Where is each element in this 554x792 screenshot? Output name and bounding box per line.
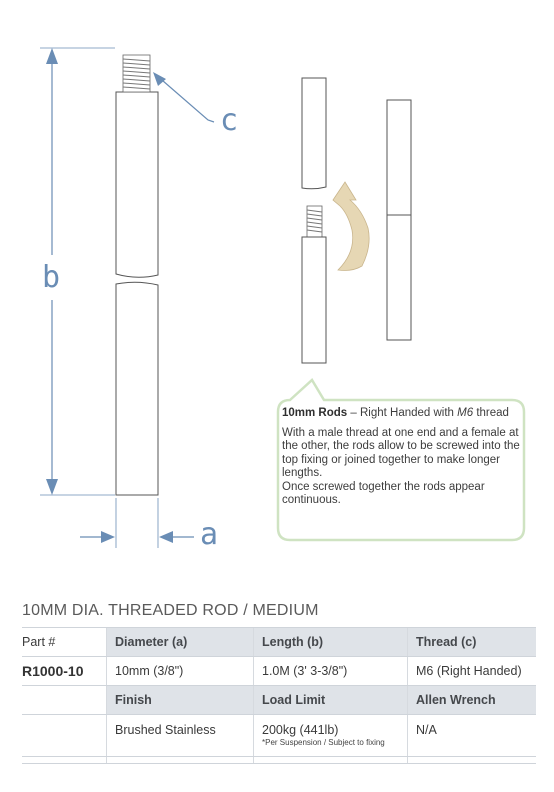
section-title: 10MM DIA. THREADED ROD / MEDIUM — [22, 602, 319, 619]
callout-title — [282, 407, 520, 421]
table-bottom-rule — [22, 756, 536, 757]
header-thread: Thread (c) — [408, 628, 537, 657]
rod-main — [116, 92, 158, 495]
finish-value: Brushed Stainless — [107, 715, 254, 764]
load-limit-value: 200kg (441lb) — [262, 723, 339, 737]
header-part: Part # — [22, 628, 107, 657]
dimension-a-label: a — [200, 517, 219, 552]
diameter-value: 10mm (3/8") — [107, 657, 254, 686]
dimension-a — [80, 498, 194, 548]
load-limit-note: *Per Suspension / Subject to fixing — [262, 738, 385, 747]
allen-wrench-value: N/A — [408, 715, 537, 764]
length-value: 1.0M (3' 3-3/8") — [254, 657, 408, 686]
rod-upper-segment — [302, 78, 326, 189]
thread-value: M6 (Right Handed) — [408, 657, 537, 686]
header-length: Length (b) — [254, 628, 408, 657]
callout-title-tail: thread — [473, 407, 509, 419]
callout-text — [282, 407, 520, 508]
callout-paragraph-2: Once screwed together the rods appear continuous. — [282, 480, 485, 506]
part-number-value: R1000-10 — [22, 663, 84, 679]
header-finish: Finish — [107, 686, 254, 715]
callout-title-thread: M6 — [457, 407, 474, 419]
rod-lower-segment — [302, 206, 326, 363]
table-row — [22, 657, 536, 686]
dimension-c — [153, 72, 214, 122]
table-header-row-2 — [22, 686, 536, 715]
header-load-limit: Load Limit — [254, 686, 408, 715]
header-allen-wrench: Allen Wrench — [408, 686, 537, 715]
part-number — [22, 657, 107, 686]
callout-title-bold: 10mm Rods — [282, 407, 348, 419]
callout-title-sep: – Right Handed with — [347, 407, 458, 419]
header-empty — [22, 686, 107, 715]
rod-joined — [387, 100, 411, 340]
dimension-b-label: b — [42, 260, 61, 295]
table-header-row — [22, 628, 536, 657]
twist-arrow-icon — [333, 182, 369, 271]
callout-paragraph-1: With a male thread at one end and a female at the other, the rods allow to be screwed into the top fixing or joined together to make longer lengths. — [282, 426, 520, 479]
dimension-c-label: c — [220, 103, 239, 138]
header-diameter: Diameter (a) — [107, 628, 254, 657]
rod-main-thread — [123, 55, 150, 92]
spec-table — [22, 627, 536, 764]
